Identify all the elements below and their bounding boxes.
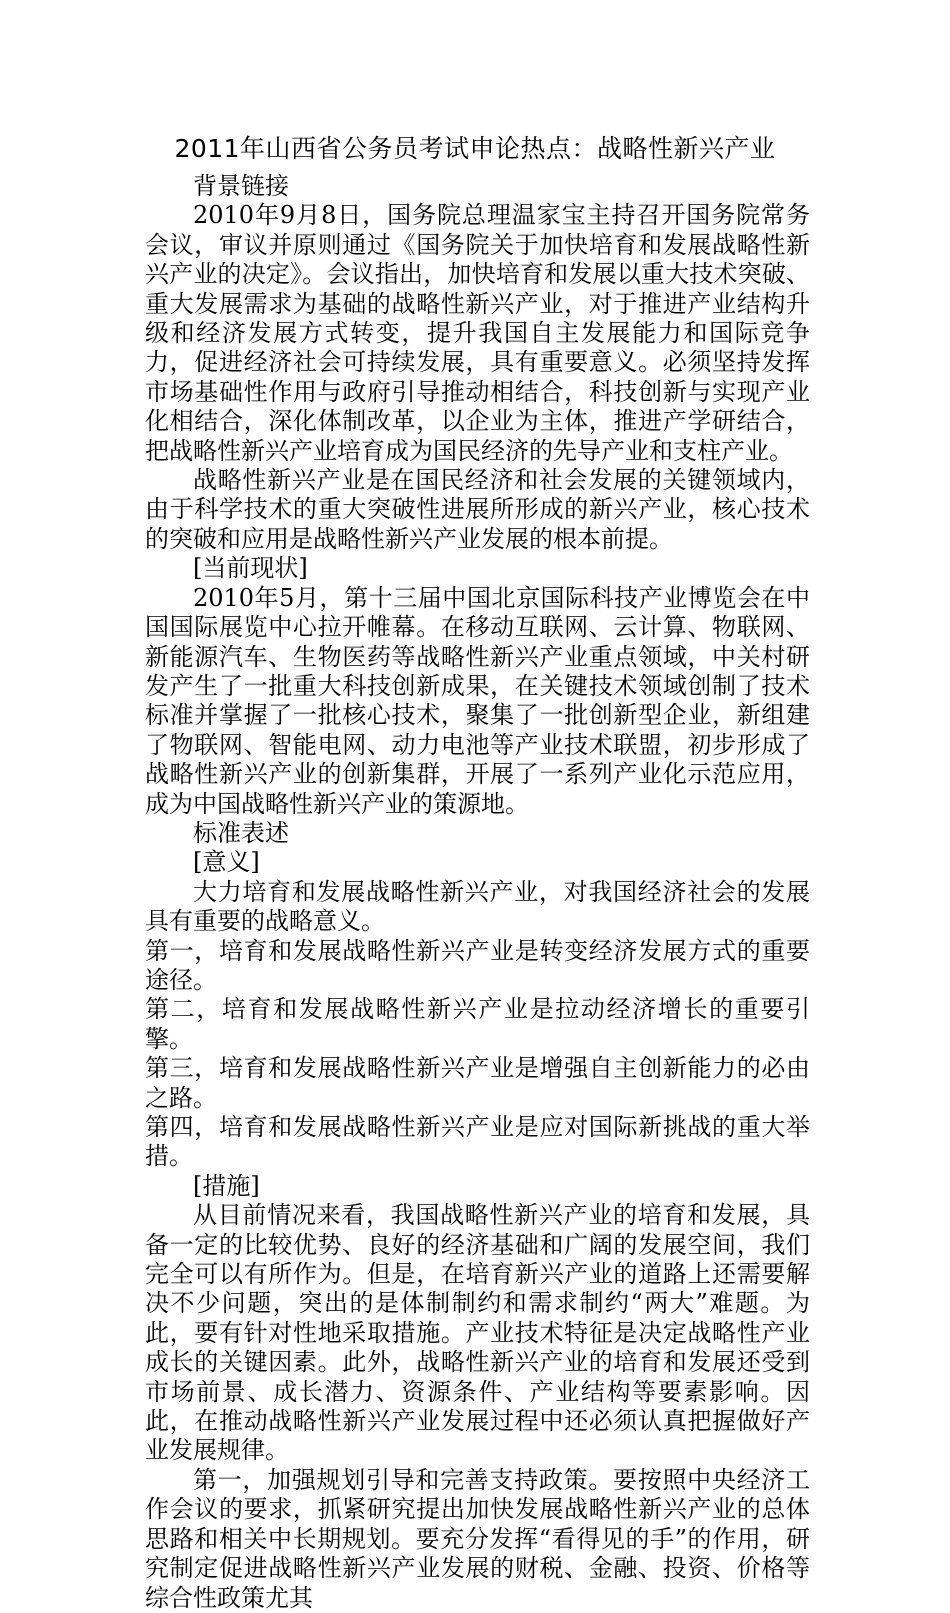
paragraph-point-four: 第四，培育和发展战略性新兴产业是应对国际新挑战的重大举措。 [145,1113,810,1171]
paragraph-measure-one: 第一，加强规划引导和完善支持政策。要按照中央经济工作会议的要求，抓紧研究提出加快发展战略性新兴产业的总体思路和相关中长期规划。要充分发挥“看得见的手”的作用，研究制定促进战略性新兴产业发展的财税、金融、投资、价格等综合性政策尤其 [145,1465,810,1612]
paragraph-background-meeting: 2010年9月8日，国务院总理温家宝主持召开国务院常务会议，审议并原则通过《国务院关于加快培育和发展战略性新兴产业的决定》。会议指出，加快培育和发展以重大技术突破、重大发展需求为基础的战略性新兴产业，对于推进产业结构升级和经济发展方式转变，提升我国自主发展能力和国际竞争力，促进经济社会可持续发展，具有重要意义。必须坚持发挥市场基础性作用与政府引导推动相结合，科技创新与实现产业化相结合，深化体制改革，以企业为主体，推进产学研结合，把战略性新兴产业培育成为国民经济的先导产业和支柱产业。 [145,201,810,465]
paragraph-current-status-heading: [当前现状] [193,554,308,583]
paragraph-standard-heading: 标准表述 [193,818,289,847]
paragraph-significance-intro: 大力培育和发展战略性新兴产业，对我国经济社会的发展具有重要的战略意义。 [145,877,810,936]
paragraph-point-three: 第三，培育和发展战略性新兴产业是增强自主创新能力的必由之路。 [145,1054,810,1112]
paragraph-measures-heading: [措施] [193,1171,260,1200]
paragraph-measures-intro: 从目前情况来看，我国战略性新兴产业的培育和发展，具备一定的比较优势、良好的经济基础和广阔的发展空间，我们完全可以有所作为。但是，在培育新兴产业的道路上还需要解决不少问题，突出的是体制制约和需求制约“两大”难题。为此，要有针对性地采取措施。产业技术特征是决定战略性产业成长的关键因素。此外，战略性新兴产业的培育和发展还受到市场前景、成长潜力、资源条件、产业结构等要素影响。因此，在推动战略性新兴产业发展过程中还必须认真把握做好产业发展规律。 [145,1201,810,1465]
paragraph-current-status: 2010年5月，第十三届中国北京国际科技产业博览会在中国国际展览中心拉开帷幕。在移动互联网、云计算、物联网、新能源汽车、生物医药等战略性新兴产业重点领域，中关村研发产生了一批重大科技创新成果，在关键技术领域创制了技术标准并掌握了一批核心技术，聚集了一批创新型企业，新组建了物联网、智能电网、动力电池等产业技术联盟，初步形成了战略性新兴产业的创新集群，开展了一系列产业化示范应用，成为中国战略性新兴产业的策源地。 [145,583,810,818]
document-body [145,172,810,1613]
document-title: 2011年山西省公务员考试申论热点：战略性新兴产业 [174,134,776,163]
paragraph-point-two: 第二，培育和发展战略性新兴产业是拉动经济增长的重要引擎。 [145,995,810,1053]
paragraph-significance-heading: [意义] [193,848,260,877]
paragraph-definition: 战略性新兴产业是在国民经济和社会发展的关键领域内，由于科学技术的重大突破性进展所形成的新兴产业，核心技术的突破和应用是战略性新兴产业发展的根本前提。 [145,466,810,553]
paragraph-point-one: 第一，培育和发展战略性新兴产业是转变经济发展方式的重要途径。 [145,936,810,994]
paragraph-background-heading: 背景链接 [193,172,289,200]
